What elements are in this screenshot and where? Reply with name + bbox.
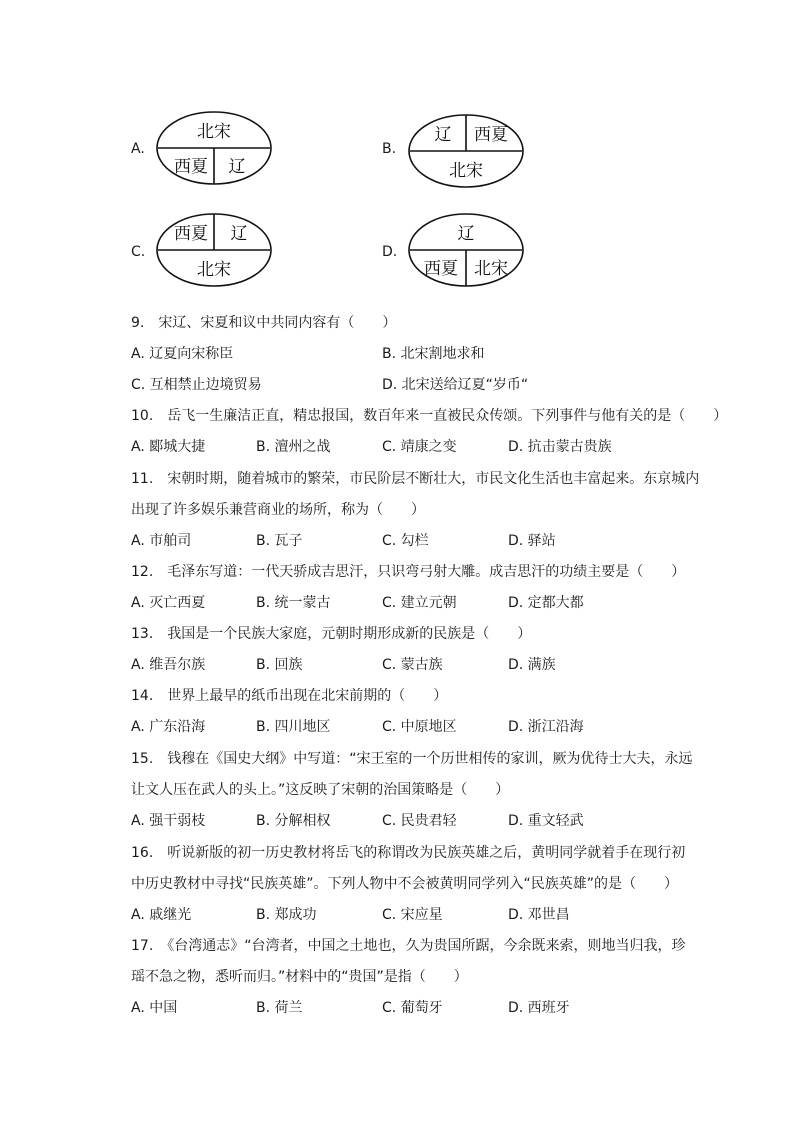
choice-a[interactable]: A. 维吾尔族	[131, 657, 206, 673]
option-b-letter: B.	[382, 141, 397, 157]
choice-a[interactable]: A. 戚继光	[131, 907, 192, 923]
option-a-diagram	[155, 110, 273, 186]
option-b-diagram	[407, 113, 525, 189]
option-c-letter: C.	[131, 244, 146, 260]
question-stem-continued: 中历史教材中寻找“民族英雄”。下列人物中不会被黄明同学列入“民族英雄”的是（ ）	[131, 876, 679, 892]
question-stem: 17. 《台湾通志》“台湾者，中国之土地也，久为贵国所踞，今余既来索，则地当归我，珍	[131, 938, 686, 954]
choice-b[interactable]: B. 荷兰	[256, 1000, 303, 1016]
choice-c[interactable]: C. 勾栏	[382, 533, 429, 549]
option-b-bottom-label: 北宋	[449, 161, 483, 181]
choice-c[interactable]: C. 蒙古族	[382, 657, 443, 673]
choice-b[interactable]: B. 四川地区	[256, 719, 331, 735]
option-c-bottom-label: 北宋	[197, 260, 231, 280]
question-stem: 13. 我国是一个民族大家庭，元朝时期形成新的民族是（ ）	[131, 626, 532, 642]
choice-d[interactable]: D. 北宋送给辽夏“岁币“	[382, 377, 529, 393]
choice-d[interactable]: D. 定都大都	[508, 595, 584, 611]
choice-d[interactable]: D. 浙江沿海	[508, 719, 584, 735]
option-d-letter: D.	[382, 244, 398, 260]
choice-a[interactable]: A. 辽夏向宋称臣	[131, 346, 234, 362]
question-stem: 9. 宋辽、宋夏和议中共同内容有（ ）	[131, 315, 397, 331]
choice-c[interactable]: C. 宋应星	[382, 907, 443, 923]
choice-a[interactable]: A. 市舶司	[131, 533, 192, 549]
option-d-bottom-left-label: 西夏	[424, 259, 458, 279]
choice-b[interactable]: B. 郑成功	[256, 907, 317, 923]
question-stem: 11. 宋朝时期，随着城市的繁荣，市民阶层不断壮大，市民文化生活也丰富起来。东京城内	[131, 471, 700, 487]
option-b-top-left-label: 辽	[434, 125, 452, 145]
question-stem: 14. 世界上最早的纸币出现在北宋前期的（ ）	[131, 688, 448, 704]
option-a-top-label: 北宋	[197, 122, 231, 142]
choice-d[interactable]: D. 满族	[508, 657, 556, 673]
option-a-bottom-right-label: 辽	[228, 157, 246, 177]
choice-c[interactable]: C. 中原地区	[382, 719, 457, 735]
choice-d[interactable]: D. 邓世昌	[508, 907, 570, 923]
choice-c[interactable]: C. 民贵君轻	[382, 813, 457, 829]
option-c-top-right-label: 辽	[230, 224, 248, 244]
option-a-letter: A.	[131, 141, 145, 157]
choice-b[interactable]: B. 分解相权	[256, 813, 331, 829]
choice-d[interactable]: D. 重文轻武	[508, 813, 584, 829]
choice-d[interactable]: D. 西班牙	[508, 1000, 570, 1016]
option-c-diagram	[155, 212, 273, 288]
option-c-top-left-label: 西夏	[174, 224, 208, 244]
choice-b[interactable]: B. 回族	[256, 657, 303, 673]
choice-a[interactable]: A. 中国	[131, 1000, 178, 1016]
question-stem: 10. 岳飞一生廉洁正直，精忠报国，数百年来一直被民众传颂。下列事件与他有关的是（ ）	[131, 408, 728, 424]
option-d-diagram	[407, 212, 525, 288]
choice-c[interactable]: C. 葡萄牙	[382, 1000, 443, 1016]
question-stem-continued: 让文人压在武人的头上。”这反映了宋朝的治国策略是（ ）	[131, 782, 510, 798]
choice-a[interactable]: A. 灭亡西夏	[131, 595, 206, 611]
choice-c[interactable]: C. 靖康之变	[382, 439, 457, 455]
choice-c[interactable]: C. 互相禁止边境贸易	[131, 377, 262, 393]
question-stem-continued: 出现了许多娱乐兼营商业的场所，称为（ ）	[131, 502, 425, 518]
question-stem-continued: 瑶不急之物，悉听而归。”材料中的“贵国”是指（ ）	[131, 969, 468, 985]
choice-b[interactable]: B. 瓦子	[256, 533, 303, 549]
choice-c[interactable]: C. 建立元朝	[382, 595, 457, 611]
choice-a[interactable]: A. 强干弱枝	[131, 813, 206, 829]
option-b-top-right-label: 西夏	[474, 125, 508, 145]
choice-d[interactable]: D. 抗击蒙古贵族	[508, 439, 612, 455]
choice-a[interactable]: A. 郾城大捷	[131, 439, 206, 455]
choice-b[interactable]: B. 统一蒙古	[256, 595, 331, 611]
question-stem: 15. 钱穆在《国史大纲》中写道：“宋王室的一个历世相传的家训，厥为优待士大夫，永远	[131, 751, 693, 767]
choice-b[interactable]: B. 澶州之战	[256, 439, 331, 455]
option-d-top-label: 辽	[457, 224, 475, 244]
option-d-bottom-right-label: 北宋	[474, 259, 508, 279]
choice-d[interactable]: D. 驿站	[508, 533, 556, 549]
choice-a[interactable]: A. 广东沿海	[131, 719, 206, 735]
question-stem: 12. 毛泽东写道：一代天骄成吉思汗，只识弯弓射大雕。成吉思汗的功绩主要是（ ）	[131, 564, 686, 580]
option-a-bottom-left-label: 西夏	[174, 157, 208, 177]
choice-b[interactable]: B. 北宋割地求和	[382, 346, 485, 362]
question-stem: 16. 听说新版的初一历史教材将岳飞的称谓改为民族英雄之后，黄明同学就着手在现行初	[131, 845, 686, 861]
